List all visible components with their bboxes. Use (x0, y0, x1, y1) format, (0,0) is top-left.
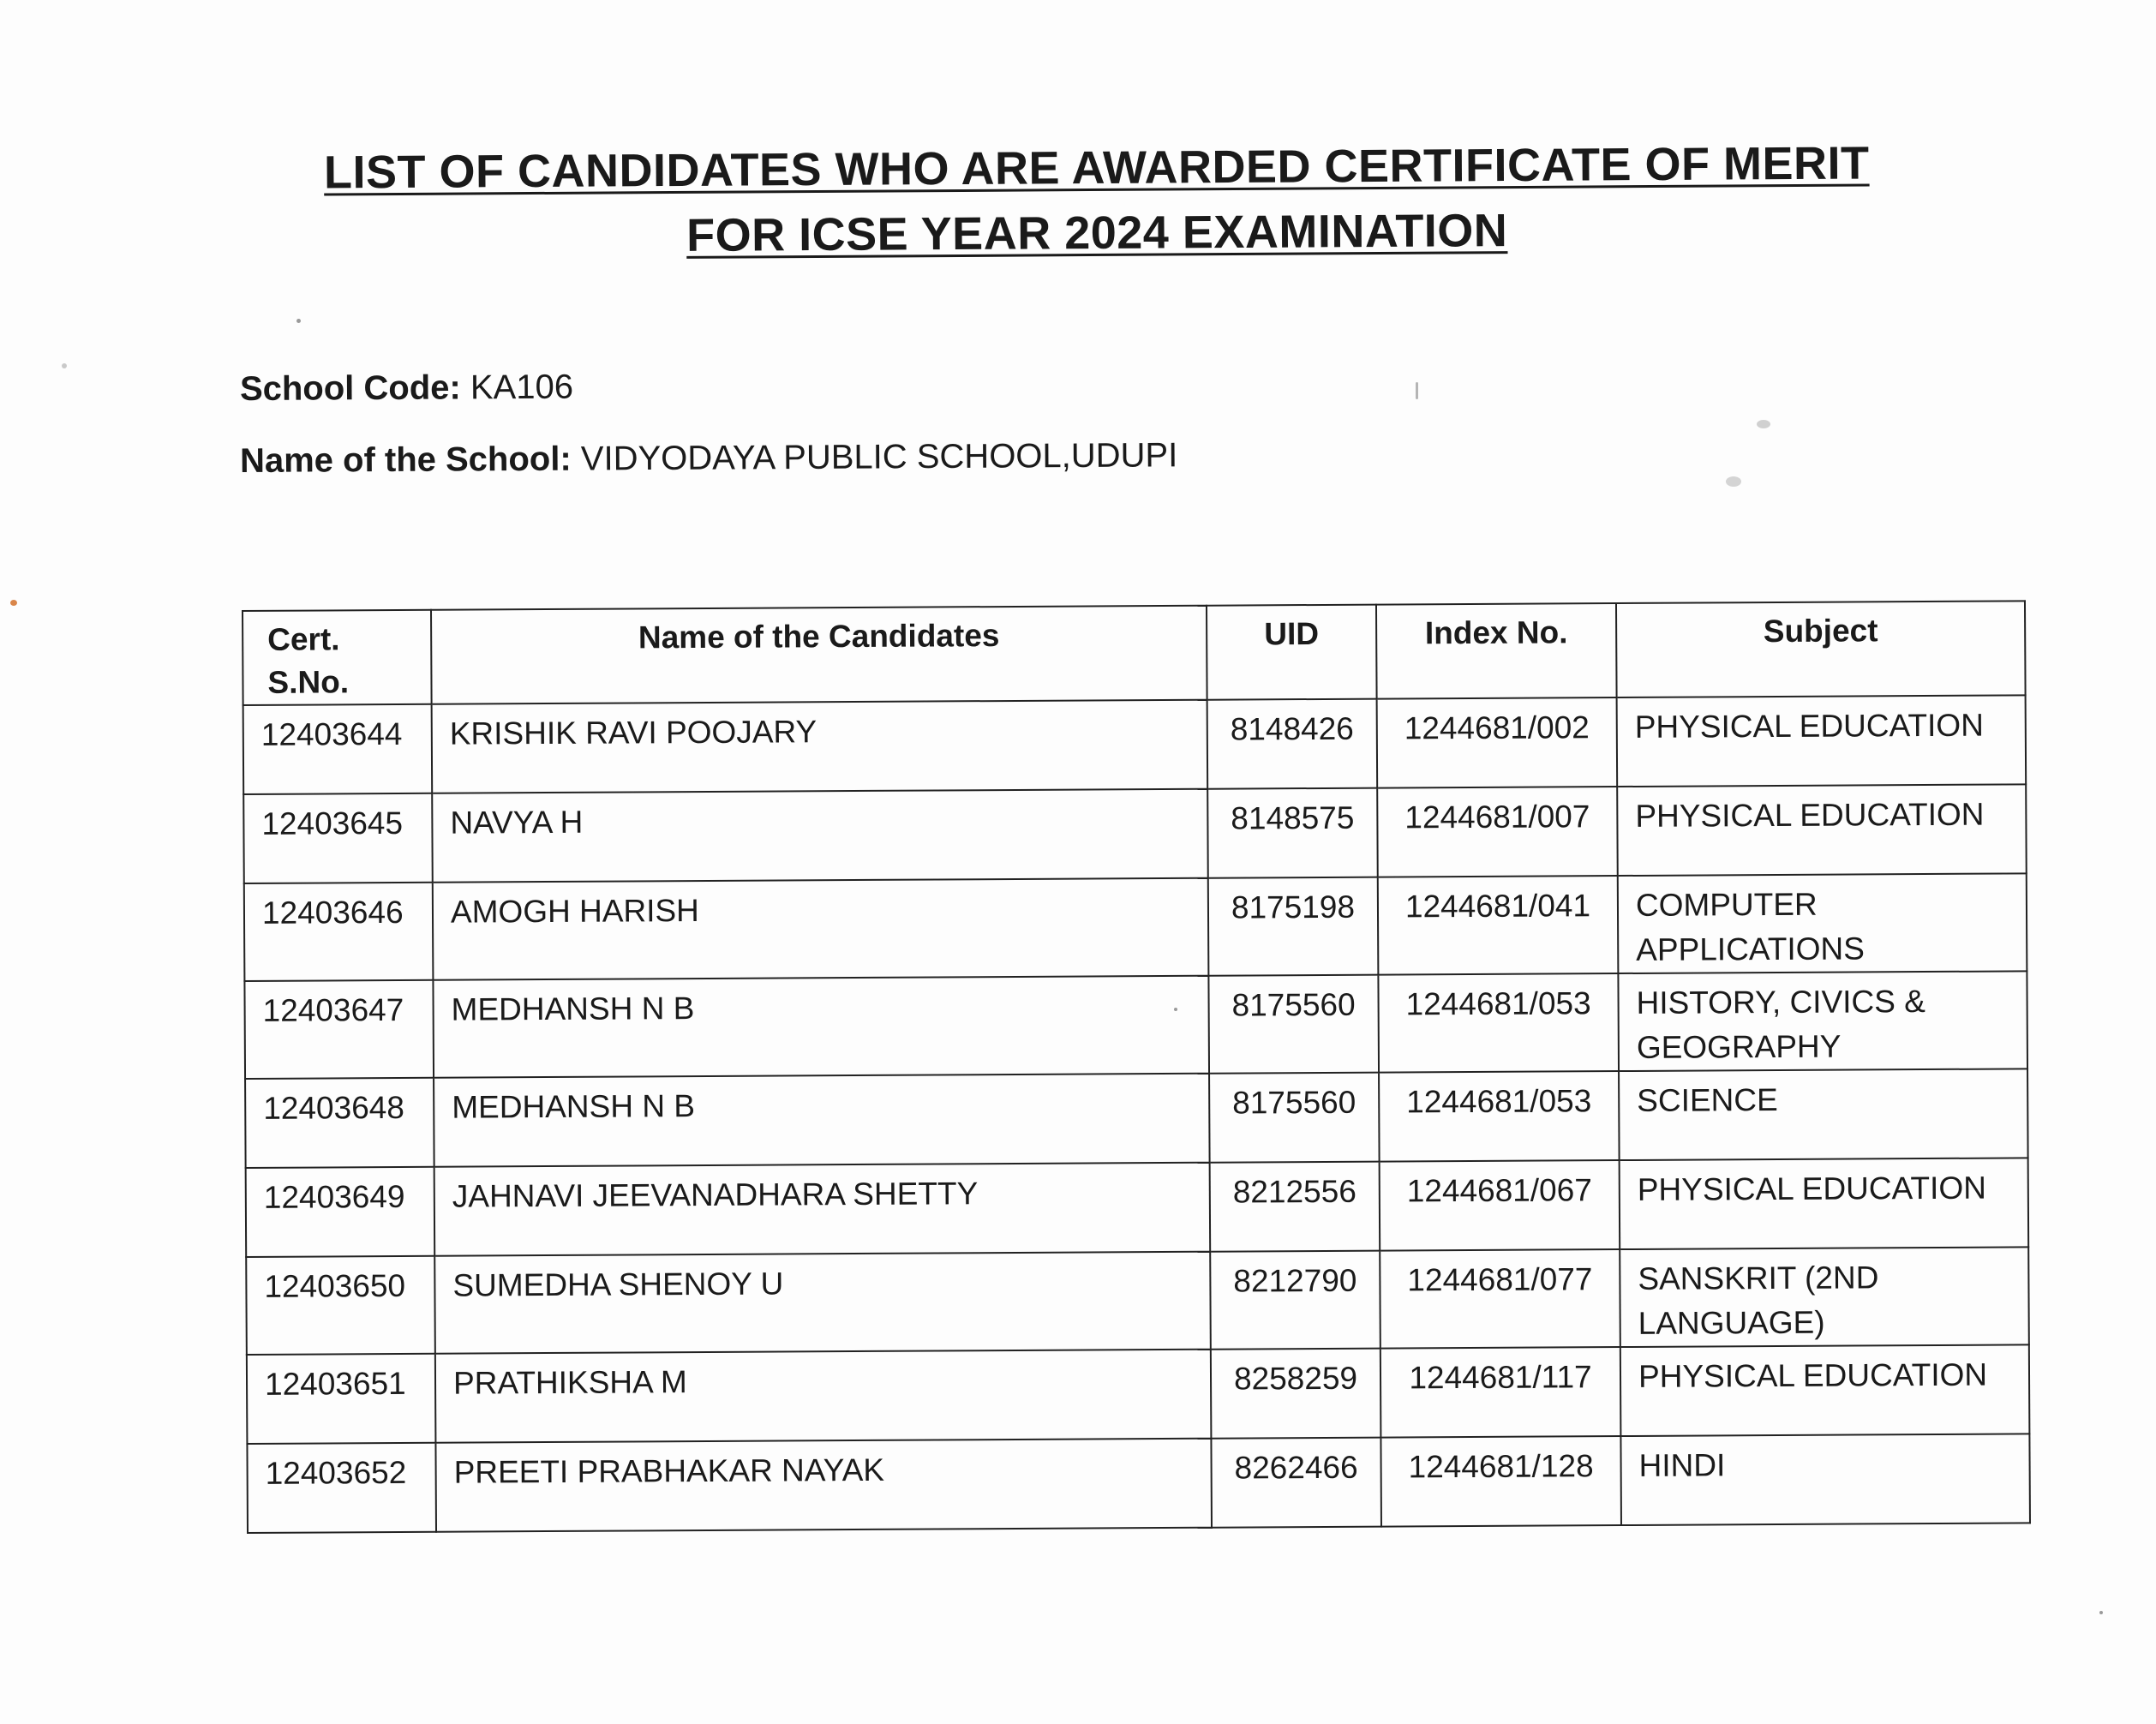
school-name-value: VIDYODAYA PUBLIC SCHOOL,UDUPI (580, 436, 1178, 478)
cell-subject: HISTORY, CIVICS & GEOGRAPHY (1618, 971, 2027, 1071)
scan-speck (1174, 1008, 1177, 1011)
cell-cert-sno: 12403645 (243, 793, 433, 883)
cell-uid: 8262466 (1211, 1438, 1381, 1528)
cell-name: MEDHANSH N B (433, 976, 1209, 1078)
cell-index-no: 1244681/117 (1380, 1347, 1621, 1438)
cell-cert-sno: 12403646 (244, 883, 434, 981)
cell-cert-sno: 12403644 (243, 704, 433, 794)
cell-uid: 8212556 (1210, 1162, 1380, 1252)
table-row (245, 1069, 2028, 1168)
table-row (247, 1434, 2030, 1533)
table-row (246, 1247, 2029, 1355)
school-code-label: School Code: (239, 368, 461, 408)
cell-uid: 8148575 (1207, 788, 1378, 878)
scan-speck (2099, 1611, 2103, 1614)
scan-speck (1726, 476, 1741, 487)
cell-cert-sno: 12403649 (246, 1167, 435, 1257)
table-row (244, 971, 2027, 1079)
cell-index-no: 1244681/077 (1380, 1249, 1620, 1349)
page-title (257, 130, 1937, 271)
cell-index-no: 1244681/053 (1378, 973, 1619, 1073)
header-name: Name of the Candidates (431, 606, 1207, 704)
cell-index-no: 1244681/067 (1380, 1160, 1620, 1251)
cell-subject: COMPUTER APPLICATIONS (1618, 873, 2027, 973)
table-row (244, 873, 2027, 981)
cell-uid: 8148426 (1207, 699, 1378, 789)
cell-uid: 8175560 (1208, 975, 1379, 1074)
header-index-no: Index No. (1376, 603, 1617, 699)
cell-cert-sno: 12403648 (245, 1078, 434, 1168)
header-subject: Subject (1616, 601, 2026, 697)
cell-subject: HINDI (1620, 1434, 2030, 1525)
cell-index-no: 1244681/007 (1377, 787, 1618, 877)
cell-index-no: 1244681/053 (1379, 1071, 1620, 1162)
cell-name: MEDHANSH N B (434, 1074, 1210, 1167)
scan-speck (62, 363, 67, 368)
cell-uid: 8175198 (1208, 877, 1379, 976)
cell-subject: PHYSICAL EDUCATION (1620, 1344, 2030, 1436)
cell-name: NAVYA H (432, 789, 1208, 883)
school-name-line (240, 436, 1178, 481)
cell-name: PRATHIKSHA M (435, 1350, 1212, 1443)
cell-subject: PHYSICAL EDUCATION (1620, 1158, 2029, 1249)
scan-speck (1757, 420, 1770, 428)
scan-speck (296, 319, 301, 323)
cell-subject: PHYSICAL EDUCATION (1617, 784, 2027, 876)
table-row (247, 1344, 2030, 1444)
table-header-row (243, 601, 2026, 705)
title-line-2: FOR ICSE YEAR 2024 EXAMINATION (686, 205, 1508, 261)
cell-subject: SANSKRIT (2ND LANGUAGE) (1620, 1247, 2029, 1347)
cell-name: PREETI PRABHAKAR NAYAK (435, 1439, 1212, 1532)
cell-name: KRISHIK RAVI POOJARY (432, 700, 1208, 793)
cell-subject: PHYSICAL EDUCATION (1617, 695, 2027, 787)
cell-uid: 8175560 (1209, 1073, 1380, 1163)
table-row (243, 695, 2027, 794)
header-uid: UID (1207, 605, 1377, 700)
table-row (246, 1158, 2029, 1257)
table-row (243, 784, 2027, 883)
cell-cert-sno: 12403651 (247, 1354, 436, 1444)
title-line-1: LIST OF CANDIDATES WHO ARE AWARDED CERTIFICATE OF MERIT (323, 137, 1870, 199)
scan-speck (10, 600, 17, 606)
cell-name: JAHNAVI JEEVANADHARA SHETTY (434, 1163, 1211, 1256)
cell-index-no: 1244681/041 (1378, 876, 1619, 975)
candidates-table (242, 600, 2031, 1534)
cell-index-no: 1244681/002 (1377, 697, 1618, 788)
cell-cert-sno: 12403650 (246, 1256, 435, 1355)
cell-name: SUMEDHA SHENOY U (434, 1252, 1211, 1354)
cell-uid: 8212790 (1210, 1251, 1380, 1350)
school-code-value: KA106 (470, 368, 574, 407)
cell-name: AMOGH HARISH (433, 878, 1209, 980)
cell-subject: SCIENCE (1619, 1069, 2028, 1160)
cell-cert-sno: 12403647 (244, 980, 434, 1079)
scan-speck (1416, 382, 1418, 399)
cell-cert-sno: 12403652 (247, 1443, 436, 1533)
cell-index-no: 1244681/128 (1380, 1436, 1621, 1527)
header-cert-sno: Cert. S.No. (243, 610, 432, 705)
school-code-line (240, 368, 573, 409)
candidates-table-wrapper (242, 600, 2029, 1534)
cell-uid: 8258259 (1211, 1349, 1381, 1439)
school-name-label: Name of the School: (239, 440, 572, 480)
